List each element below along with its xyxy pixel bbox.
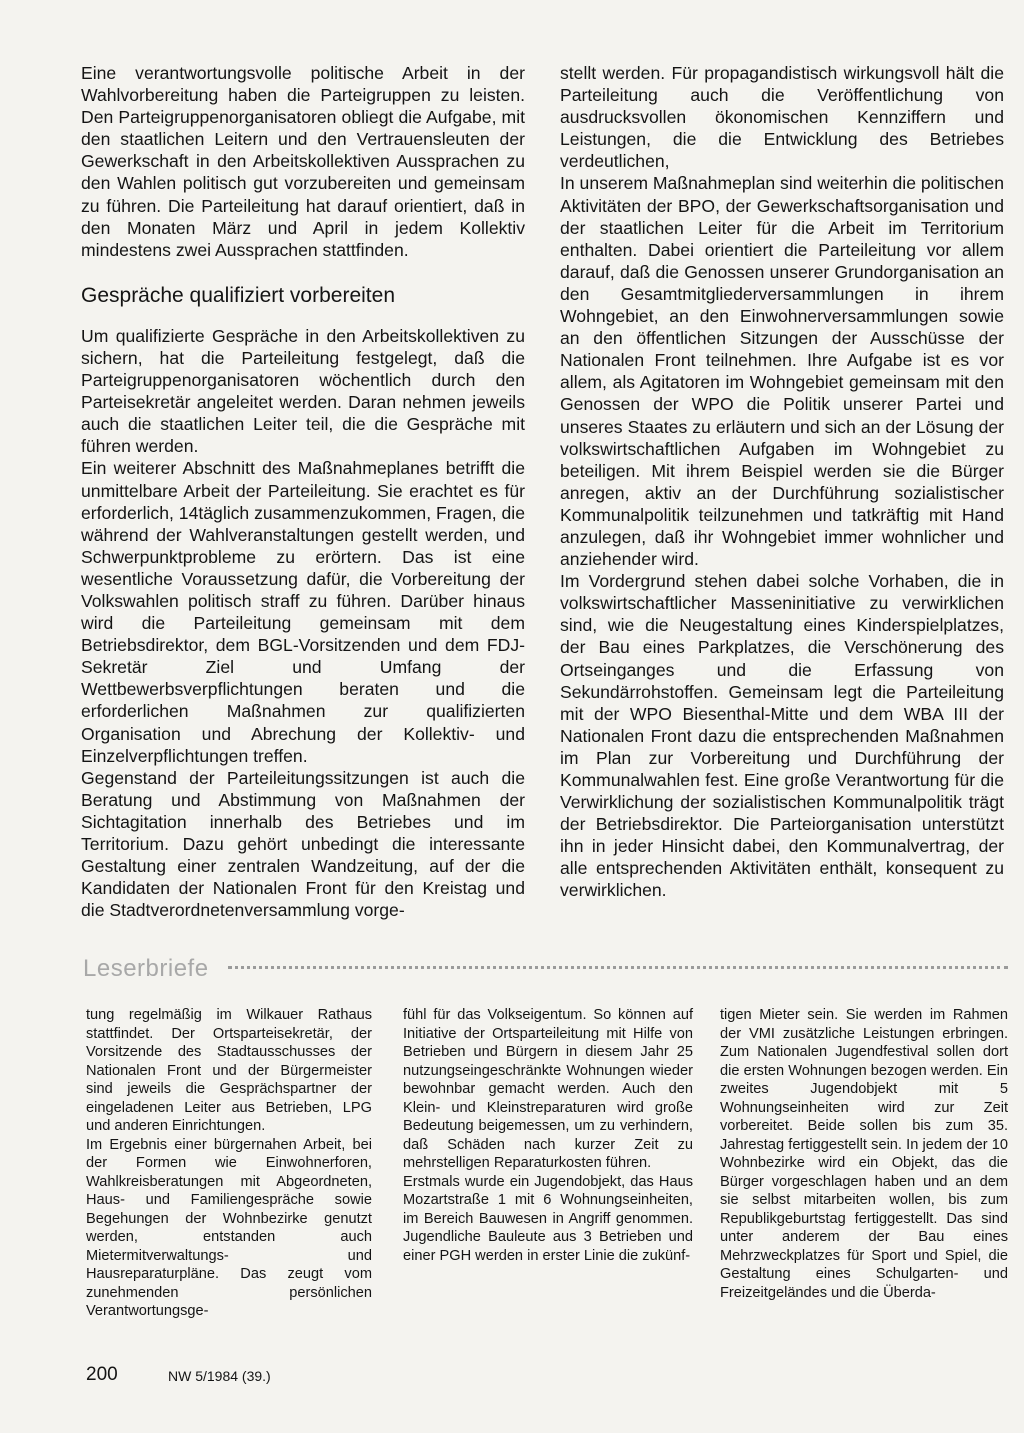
letters-column-1 bbox=[86, 1006, 372, 1321]
page-number: 200 bbox=[86, 1364, 118, 1385]
letter-paragraph: fühl für das Volkseigentum. So können auf Initiative der Ortsparteileitung mit Hilfe von Betrieben und Bürgern in diesem Jahr 25 nutzungseingeschränkte Wohnungen wieder bewohnbar gemacht werden. Auch den Klein- und Kleinstreparaturen wird große Bedeutung beigemessen, um zu verhindern, daß Schäden nach kurzer Zeit zu mehrstelligen Reparaturkosten führen. bbox=[403, 1007, 693, 1171]
article-paragraph: Ein weiterer Abschnitt des Maßnahmeplanes betrifft die unmittelbare Arbeit der Parteileitung. Sie erachtet es für erforderlich, 14täglich zusammenzukommen, Fragen, die während der Wahlveranstaltungen gestellt werden, und Schwerpunktprobleme zu erörtern. Das ist eine wesentliche Voraussetzung dafür, die Vorbereitung der Volkswahlen politisch straff zu führen. Darüber hinaus wird die Parteileitung gemeinsam mit dem Betriebsdirektor, dem BGL-Vorsitzenden und dem FDJ-Sekretär Ziel und Umfang der Wettbewerbsverpflichtungen beraten und die erforderlichen Maßnahmen zur qualifizierten Organisation und Abrechung der Kollektiv- und Einzelverpflichtungen treffen. bbox=[81, 458, 525, 766]
letters-column-2 bbox=[403, 1006, 693, 1265]
letter-paragraph: tung regelmäßig im Wilkauer Rathaus stattfindet. Der Ortsparteisekretär, der Vorsitzende des Stadtausschusses der Nationalen Front und der Bürgermeister sind jeweils die Gesprächspartner der eingeladenen Leiter aus Betrieben, LPG und anderen Einrichtungen. bbox=[86, 1007, 372, 1134]
article-paragraph: stellt werden. Für propagandistisch wirkungsvoll hält die Parteileitung auch die Veröffentlichung von ausdrucksvollen ökonomischen Kennziffern und Leistungen, die die Entwicklung des Betriebes verdeutlichen, bbox=[560, 63, 1004, 172]
article-paragraph: In unserem Maßnahmeplan sind weiterhin die politischen Aktivitäten der BPO, der Gewerkschaftsorganisation und der staatlichen Leiter für die Arbeit im Territorium enthalten. Dabei orientiert die Parteileitung vor allem darauf, daß die Genossen unserer Grundorganisation an den Gesamtmitgliederversammlungen in ihrem Wohngebiet, an den Einwohnerversammlungen sowie an den öffentlichen Sitzungen der Ausschüsse der Nationalen Front teilnehmen. Ihre Aufgabe ist es vor allem, als Agitatoren im Wohngebiet gemeinsam mit den Genossen der WPO die Politik unserer Partei und unseres Staates zu erläutern und sich an der Lösung der volkswirtschaftlichen Aufgaben im Wohngebiet zu beteiligen. Mit ihrem Beispiel werden sie die Bürger anregen, aktiv an der Durchführung sozialistischer Kommunalpolitik teilzunehmen und tatkräftig mit Hand anzulegen, daß ihr Wohngebiet immer wohnlicher und anziehender wird. bbox=[560, 173, 1004, 570]
article-left-column bbox=[81, 62, 525, 921]
journal-reference: NW 5/1984 (39.) bbox=[168, 1368, 271, 1384]
article-right-column bbox=[560, 62, 1004, 902]
section-heading: Gespräche qualifiziert vorbereiten bbox=[81, 283, 395, 307]
section-divider bbox=[228, 966, 1008, 969]
section-label-leserbriefe: Leserbriefe bbox=[83, 955, 209, 982]
letter-paragraph: Im Ergebnis einer bürgernahen Arbeit, bei der Formen wie Einwohnerforen, Wahlkreisberatungen mit Abgeordneten, Haus- und Familiengespräche sowie Begehungen der Wohnbezirke genutzt werden, entstanden auch Mietermitverwaltungs- und Hausreparaturpläne. Das zeugt vom zunehmenden persönlichen Verantwortungsge- bbox=[86, 1136, 372, 1319]
letter-paragraph: Erstmals wurde ein Jugendobjekt, das Haus Mozartstraße 1 mit 6 Wohnungseinheiten, im Bereich Bauwesen in Angriff genommen. Jugendliche Bauleute aus 3 Betrieben und einer PGH werden in erster Linie die zukünf- bbox=[403, 1173, 693, 1264]
article-paragraph: Eine verantwortungsvolle politische Arbeit in der Wahlvorbereitung haben die Parteigruppen zu leisten. Den Parteigruppenorganisatoren obliegt die Aufgabe, mit den staatlichen Leitern und den Vertrauensleuten der Gewerkschaft in den Arbeitskollektiven Aussprachen zu den Wahlen politisch gut vorzubereiten und gemeinsam zu führen. Die Parteileitung hat darauf orientiert, daß in den Monaten März und April in jedem Kollektiv mindestens zwei Aussprachen stattfinden. bbox=[81, 63, 525, 260]
article-paragraph: Um qualifizierte Gespräche in den Arbeitskollektiven zu sichern, hat die Parteileitung festgelegt, daß die Parteigruppenorganisatoren wöchentlich durch den Parteisekretär angeleitet werden. Daran nehmen jeweils auch die staatlichen Leiter teil, die die Gespräche mit führen werden. bbox=[81, 325, 525, 457]
article-paragraph: Gegenstand der Parteileitungssitzungen ist auch die Beratung und Abstimmung von Maßnahmen der Sichtagitation innerhalb des Betriebes und im Territorium. Dazu gehört unbedingt die interessante Gestaltung einer zentralen Wandzeitung, auf der die Kandidaten der Nationalen Front für den Kreistag und die Stadtverordnetenversammlung vorge- bbox=[81, 767, 525, 921]
article-paragraph: Im Vordergrund stehen dabei solche Vorhaben, die in volkswirtschaftlicher Masseninitiative zu verwirklichen sind, wie die Neugestaltung eines Kinderspielplatzes, der Bau eines Parkplatzes, die Verschönerung des Ortseinganges und die Erfassung von Sekundärrohstoffen. Gemeinsam legt die Parteileitung mit der WPO Biesenthal-Mitte und dem WBA III der Nationalen Front dazu die entsprechenden Maßnahmen im Plan zur Vorbereitung und Durchführung der Kommunalwahlen fest. Eine große Verantwortung für die Verwirklichung der sozialistischen Kommunalpolitik trägt der Betriebsdirektor. Die Parteiorganisation unterstützt ihn in jeder Hinsicht dabei, den Kommunalvertrag, der alle entsprechenden Aktivitäten enthält, konsequent zu verwirklichen. bbox=[560, 571, 1004, 901]
letter-paragraph: tigen Mieter sein. Sie werden im Rahmen der VMI zusätzliche Leistungen erbringen. Zum Nationalen Jugendfestival sollen dort die ersten Wohnungen bezogen werden. Ein zweites Jugendobjekt mit 5 Wohnungseinheiten wird zur Zeit vorbereitet. Beide sollen bis zum 35. Jahrestag fertiggestellt sein. In jedem der 10 Wohnbezirke wird ein Objekt, das die Bürger vorgeschlagen haben und an dem sie selbst mitarbeiten wollen, bis zum Republikgeburtstag fertiggestellt. Das sind unter anderem der Bau eines Mehrzweckplatzes für Sport und Spiel, die Gestaltung eines Schulgarten- und Freizeitgeländes und die Überda- bbox=[720, 1007, 1008, 1301]
letters-column-3 bbox=[720, 1006, 1008, 1302]
